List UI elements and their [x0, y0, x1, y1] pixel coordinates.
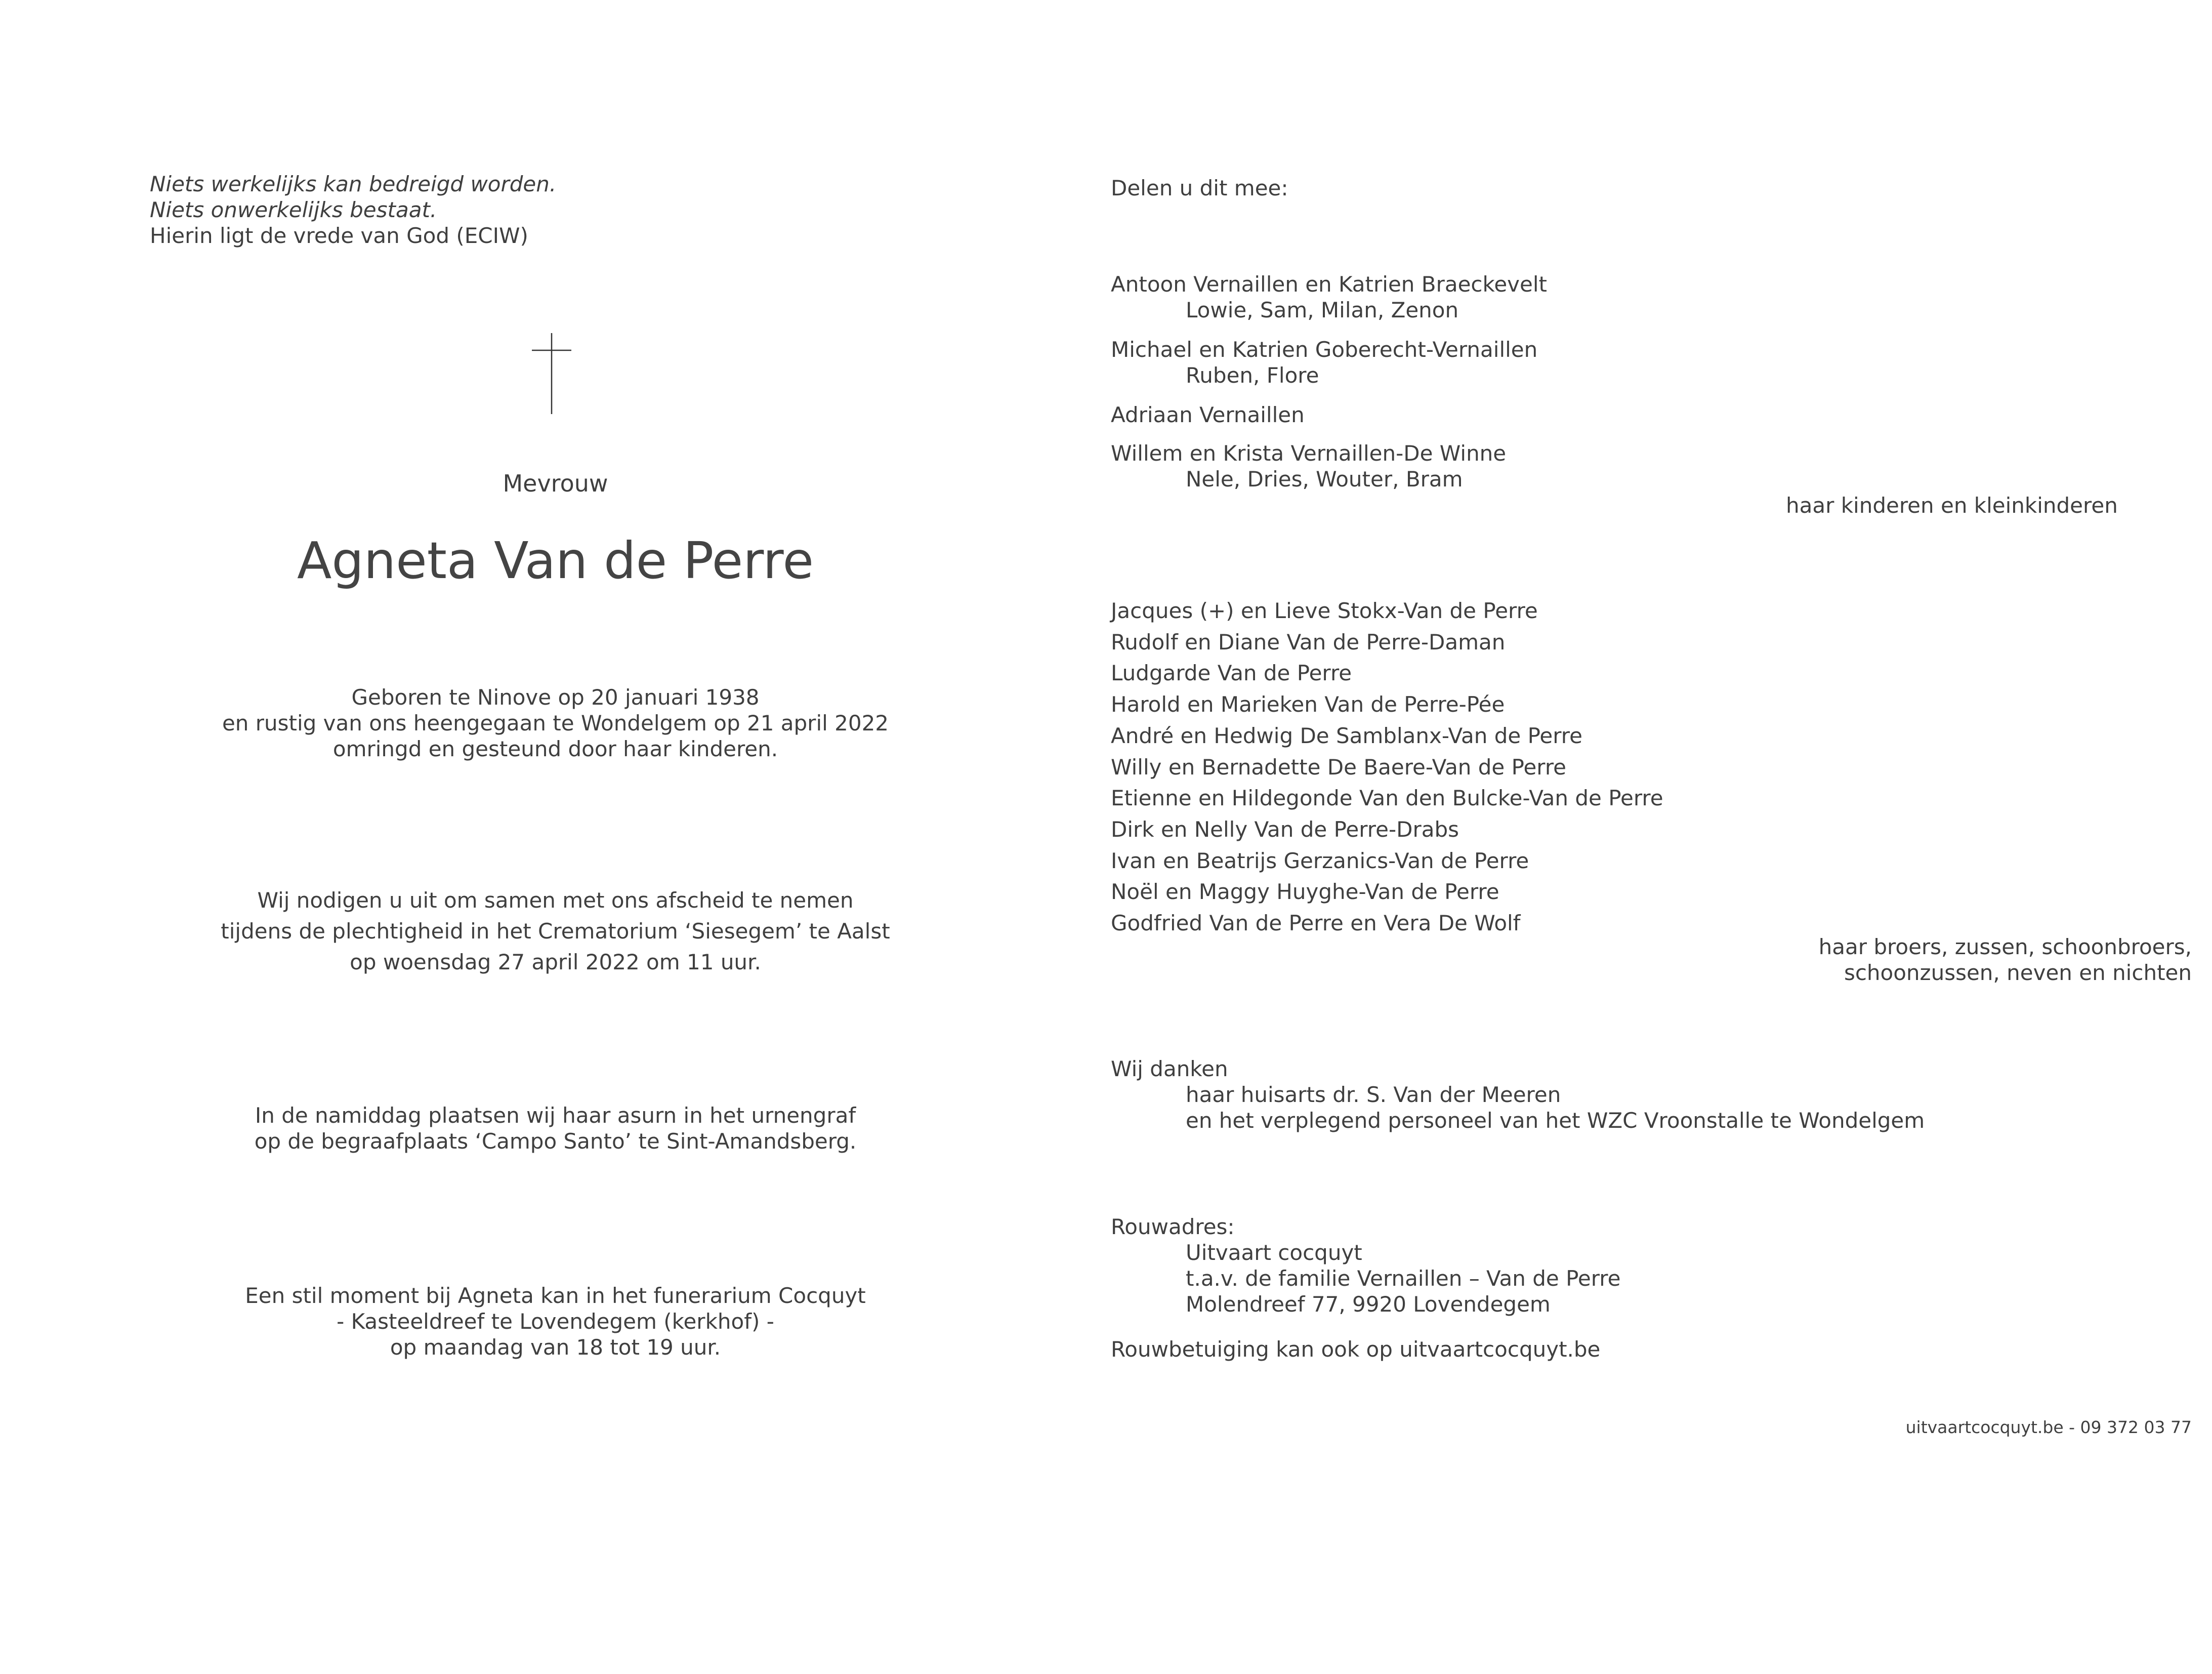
siblings-note-line-2: schoonzussen, neven en nichten — [1844, 960, 2192, 985]
born-line-2: en rustig van ons heengegaan te Wondelgem op 21 april 2022 — [222, 711, 889, 736]
thanks-section — [1111, 1056, 1925, 1133]
sibling-entry: André en Hedwig De Samblanx-Van de Perre — [1111, 723, 1582, 748]
motto-quote — [150, 171, 556, 249]
thanks-line-2: en het verplegend personeel van het WZC Vroonstalle te Wondelgem — [1186, 1108, 1925, 1133]
sibling-entry: Etienne en Hildegonde Van den Bulcke-Van de Perre — [1111, 786, 1663, 811]
quiet-moment-info — [0, 1283, 1111, 1360]
salutation: Mevrouw — [503, 470, 608, 497]
sibling-entry: Ludgarde Van de Perre — [1111, 661, 1352, 686]
sibling-entry: Dirk en Nelly Van de Perre-Drabs — [1111, 816, 1459, 842]
condolence-note: Rouwbetuiging kan ook op uitvaartcocquyt.be — [1111, 1337, 1601, 1362]
invite-line-2: tijdens de plechtigheid in het Crematorium ‘Siesegem’ te Aalst — [221, 919, 890, 944]
family-entry — [1111, 271, 1547, 323]
family-entry — [1111, 402, 1305, 428]
sibling-entry: Godfried Van de Perre en Vera De Wolf — [1111, 911, 1521, 936]
children-note: haar kinderen en kleinkinderen — [1786, 493, 2118, 518]
cross-icon — [531, 333, 572, 414]
family-parents: Adriaan Vernaillen — [1111, 402, 1305, 427]
sibling-entry: Rudolf en Diane Van de Perre-Daman — [1111, 629, 1506, 655]
thanks-line-1: haar huisarts dr. S. Van der Meeren — [1186, 1082, 1561, 1107]
birth-death-info — [0, 684, 1111, 762]
deceased-name: Agneta Van de Perre — [297, 531, 814, 590]
family-entry — [1111, 337, 1537, 388]
sibling-entry: Noël en Maggy Huyghe-Van de Perre — [1111, 879, 1499, 905]
family-parents: Willem en Krista Vernaillen-De Winne — [1111, 441, 1507, 466]
moment-line-1: Een stil moment bij Agneta kan in het funerarium Cocquyt — [245, 1283, 866, 1308]
family-children: Nele, Dries, Wouter, Bram — [1186, 467, 1463, 492]
sibling-entry: Jacques (+) en Lieve Stokx-Van de Perre — [1111, 598, 1538, 623]
mourning-address — [1111, 1214, 1620, 1317]
sibling-entry: Harold en Marieken Van de Perre-Pée — [1111, 692, 1505, 717]
motto-line-1: Niets werkelijks kan bedreigd worden. — [150, 172, 557, 196]
family-children: Ruben, Flore — [1186, 363, 1319, 388]
urn-placement-info — [0, 1103, 1111, 1154]
family-parents: Michael en Katrien Goberecht-Vernaillen — [1111, 337, 1538, 362]
born-line-1: Geboren te Ninove op 20 januari 1938 — [351, 685, 760, 710]
address-line-2: t.a.v. de familie Vernaillen – Van de Perre — [1186, 1266, 1621, 1291]
moment-line-2: - Kasteeldreef te Lovendegem (kerkhof) - — [337, 1309, 774, 1334]
urn-line-1: In de namiddag plaatsen wij haar asurn in het urnengraf — [255, 1103, 856, 1128]
siblings-note — [1819, 934, 2192, 986]
sibling-entry: Willy en Bernadette De Baere-Van de Perre — [1111, 754, 1567, 780]
footer-contact: uitvaartcocquyt.be - 09 372 03 77 — [1905, 1417, 2192, 1437]
family-entry — [1111, 440, 1506, 492]
address-heading: Rouwadres: — [1111, 1214, 1235, 1239]
family-parents: Antoon Vernaillen en Katrien Braeckevelt — [1111, 272, 1548, 297]
thanks-heading: Wij danken — [1111, 1056, 1228, 1081]
moment-line-3: op maandag van 18 tot 19 uur. — [390, 1335, 721, 1360]
invite-line-1: Wij nodigen u uit om samen met ons afscheid te nemen — [257, 888, 854, 913]
motto-line-2: Niets onwerkelijks bestaat. — [150, 197, 437, 222]
address-line-1: Uitvaart cocquyt — [1186, 1240, 1362, 1265]
address-line-3: Molendreef 77, 9920 Lovendegem — [1186, 1292, 1551, 1317]
announcement-intro: Delen u dit mee: — [1111, 176, 1288, 200]
motto-line-3: Hierin ligt de vrede van God (ECIW) — [150, 223, 528, 248]
siblings-list — [1111, 595, 1663, 939]
urn-line-2: op de begraafplaats ‘Campo Santo’ te Sint-Amandsberg. — [254, 1129, 857, 1154]
siblings-note-line-1: haar broers, zussen, schoonbroers, — [1818, 934, 2192, 959]
family-children: Lowie, Sam, Milan, Zenon — [1186, 298, 1459, 322]
invite-line-3: op woensdag 27 april 2022 om 11 uur. — [350, 950, 761, 974]
right-panel — [1111, 0, 2212, 1674]
sibling-entry: Ivan en Beatrijs Gerzanics-Van de Perre — [1111, 848, 1529, 873]
born-line-3: omringd en gesteund door haar kinderen. — [332, 737, 778, 761]
ceremony-invitation — [0, 885, 1111, 977]
